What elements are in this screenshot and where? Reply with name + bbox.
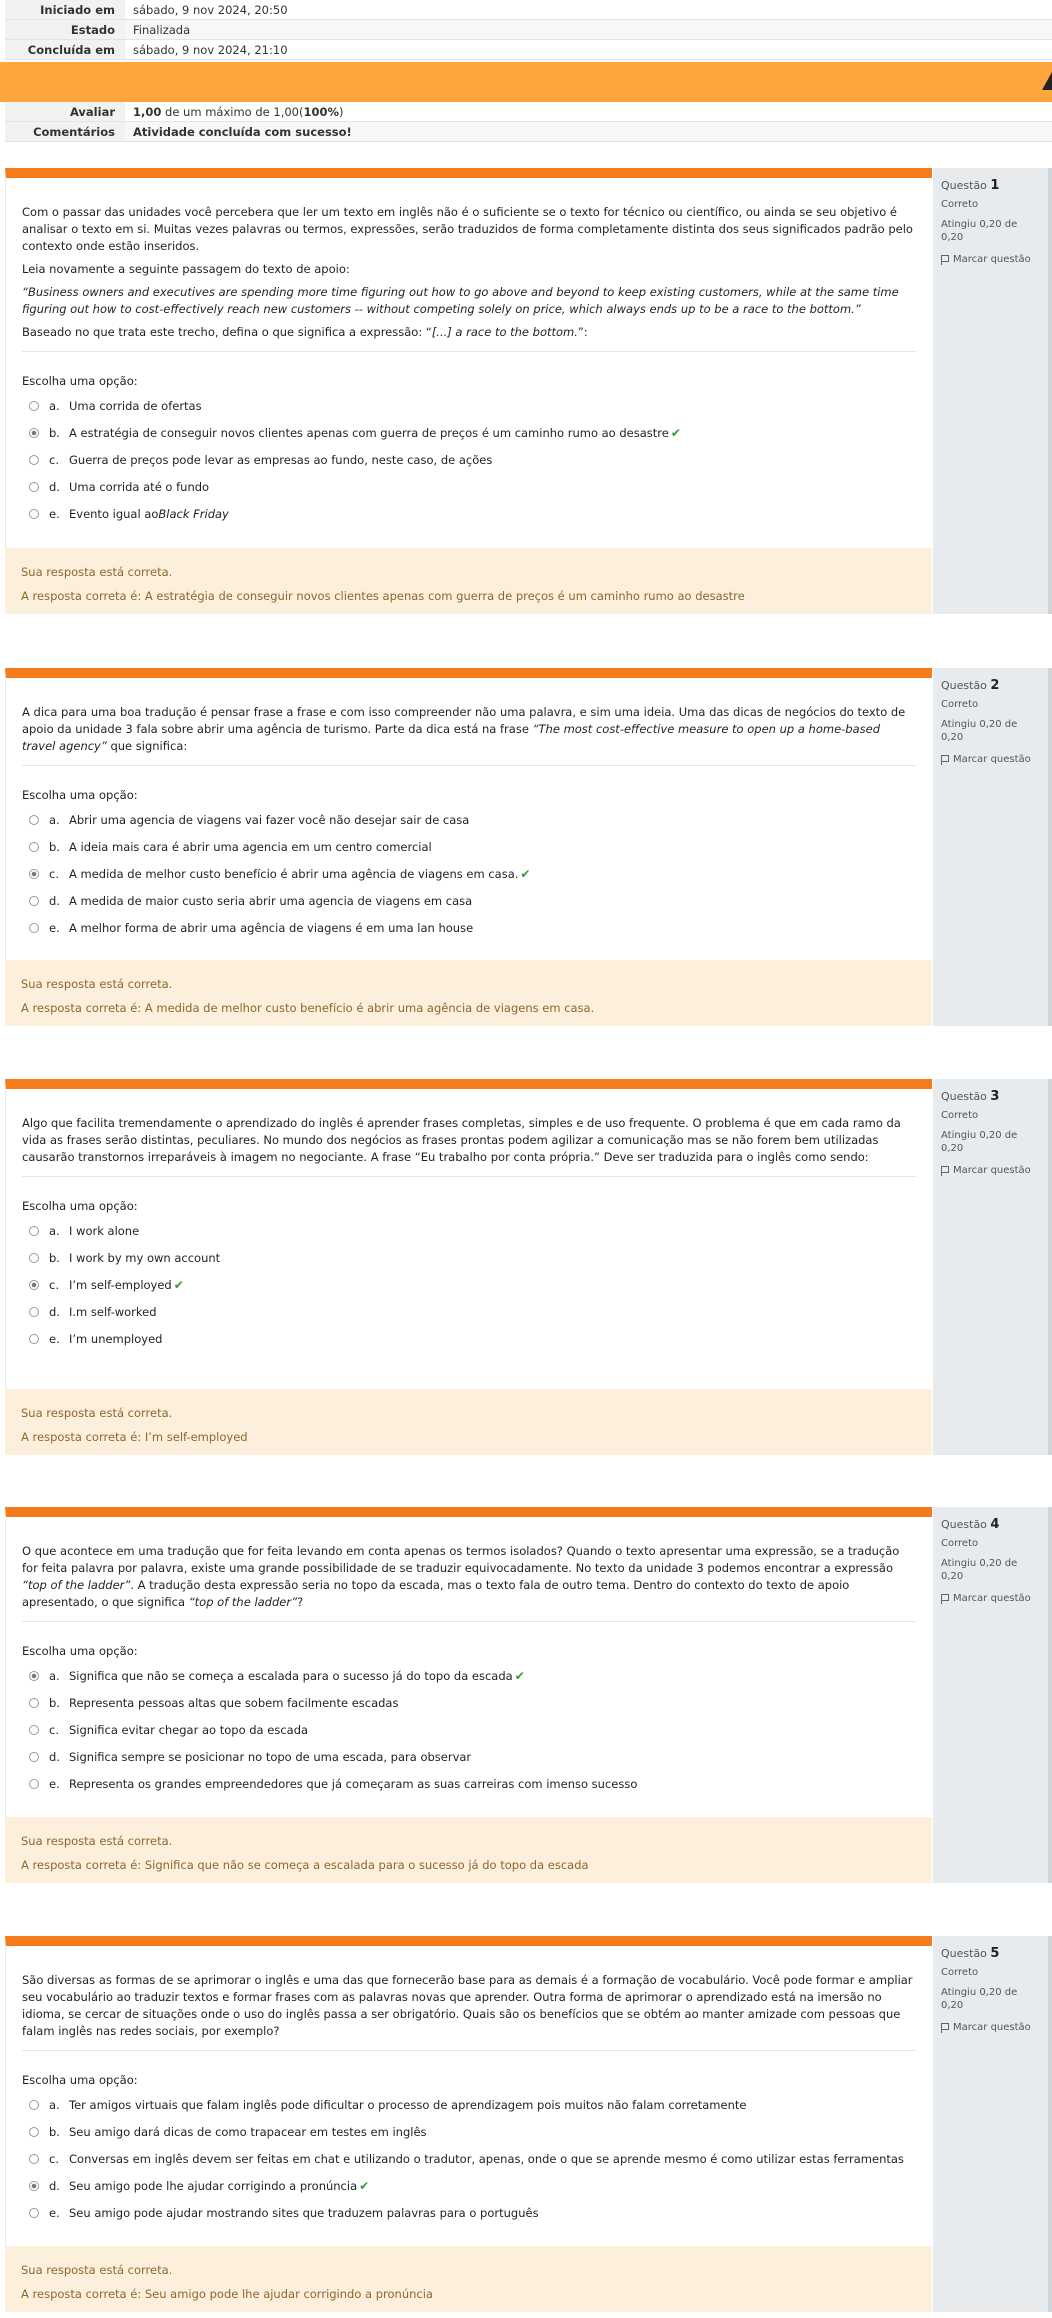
choose-option-label: Escolha uma opção: [22, 2073, 138, 2087]
option-text: A melhor forma de abrir uma agência de viagens é em uma lan house [69, 920, 474, 935]
option-text: Uma corrida até o fundo [69, 479, 210, 494]
flag-icon [941, 1166, 949, 1176]
option-letter: e. [49, 1331, 60, 1346]
option-letter: e. [49, 1776, 60, 1791]
answer-option[interactable] [6, 1271, 932, 1298]
options-list [6, 2091, 932, 2226]
attempt-grade [5, 102, 1052, 142]
option-text: I’m self-employed [69, 1277, 172, 1292]
option-letter: a. [49, 1668, 60, 1683]
question-content [5, 1079, 932, 1389]
radio-button[interactable] [29, 842, 39, 852]
grade-label: Avaliar [5, 102, 125, 121]
options-list [6, 1662, 932, 1797]
option-text: Significa evitar chegar ao topo da escada [69, 1722, 309, 1737]
option-text: Representa os grandes empreendedores que já começaram as suas carreiras com imenso sucesso [69, 1776, 638, 1791]
feedback: Sua resposta está correta. A resposta correta é: A estratégia de conseguir novos clientes apenas com guerra de preços é um caminho rumo ao desastre [5, 548, 932, 614]
radio-button[interactable] [29, 401, 39, 411]
question-info: Questão 5 Correto Atingiu 0,20 de 0,20 Marcar questão [933, 1936, 1052, 2312]
option-letter: b. [49, 1250, 60, 1265]
checkmark-icon: ✔ [514, 1668, 525, 1683]
summary-label: Estado [5, 20, 125, 39]
radio-button[interactable] [29, 482, 39, 492]
radio-button[interactable] [29, 1280, 39, 1290]
choose-option-label: Escolha uma opção: [22, 1644, 138, 1658]
summary-row-comments [5, 122, 1052, 142]
question-status: Correto [941, 1538, 979, 1549]
option-text: Representa pessoas altas que sobem facilmente escadas [69, 1695, 399, 1710]
answer-option[interactable] [6, 446, 932, 473]
answer-option[interactable] [6, 1743, 932, 1770]
option-letter: d. [49, 893, 60, 908]
summary-label: Concluída em [5, 40, 125, 59]
radio-button[interactable] [29, 1698, 39, 1708]
option-text: A ideia mais cara é abrir uma agencia em um centro comercial [69, 839, 432, 854]
radio-button[interactable] [29, 1253, 39, 1263]
summary-value: Finalizada [133, 22, 191, 37]
question-grade: Atingiu 0,20 de 0,20 [941, 219, 1018, 243]
flag-icon [941, 1594, 949, 1604]
options-list [6, 806, 932, 941]
radio-button[interactable] [29, 1307, 39, 1317]
summary-row-state [5, 20, 1052, 40]
answer-option[interactable] [6, 2091, 932, 2118]
question-grade: Atingiu 0,20 de 0,20 [941, 719, 1018, 743]
answer-option[interactable] [6, 1217, 932, 1244]
checkmark-icon: ✔ [670, 425, 681, 440]
checkmark-icon: ✔ [359, 2178, 370, 2193]
option-text: I work by my own account [69, 1250, 221, 1265]
checkmark-icon: ✔ [520, 866, 531, 881]
question-grade: Atingiu 0,20 de 0,20 [941, 1558, 1018, 1582]
option-letter: c. [49, 866, 59, 881]
answer-option[interactable] [6, 1662, 932, 1689]
option-text: A estratégia de conseguir novos clientes apenas com guerra de preços é um caminho rumo ao desastre [69, 425, 669, 440]
option-letter: d. [49, 1749, 60, 1764]
option-letter: c. [49, 1722, 59, 1737]
question-info: Questão 3 Correto Atingiu 0,20 de 0,20 Marcar questão [933, 1079, 1052, 1455]
options-list [6, 392, 932, 527]
option-text: Conversas em inglês devem ser feitas em chat e utilizando o tradutor, apenas, onde o que se aprende mesmo é como utilizar estas ferramentas [69, 2151, 904, 2166]
attempt-summary [5, 0, 1052, 60]
question-grade: Atingiu 0,20 de 0,20 [941, 1130, 1018, 1154]
question-status: Correto [941, 199, 979, 210]
answer-option[interactable] [6, 500, 932, 527]
option-text: Seu amigo dará dicas de como trapacear em testes em inglês [69, 2124, 427, 2139]
question-status: Correto [941, 1967, 979, 1978]
flag-icon [941, 755, 949, 765]
grade-value: 1,00 de um máximo de 1,00(100%) [133, 104, 344, 119]
answer-option[interactable] [6, 1716, 932, 1743]
feedback: Sua resposta está correta. A resposta correta é: Significa que não se começa a escalada para o sucesso já do topo da escada [5, 1817, 932, 1883]
comments-value: Atividade concluída com sucesso! [133, 124, 352, 139]
question-text: Algo que facilita tremendamente o aprendizado do inglês é aprender frases completas, simples e de uso frequente. O problema é que em cada ramo da vida as frases serão distintas, peculiares. No mundo dos negócios as frases prontas podem agilizar a comunicação mas se não forem bem utilizadas causarão transtornos irreparáveis à imagem no negociante. A frase “Eu trabalho por conta própria.” Deve ser traduzida para o inglês como sendo: [22, 1116, 901, 1164]
summary-value: sábado, 9 nov 2024, 21:10 [133, 42, 288, 57]
option-text: Seu amigo pode ajudar mostrando sites que traduzem palavras para o português [69, 2205, 539, 2220]
option-text: A medida de maior custo seria abrir uma agencia de viagens em casa [69, 893, 473, 908]
choose-option-label: Escolha uma opção: [22, 374, 138, 388]
answer-option[interactable] [6, 1770, 932, 1797]
answer-option[interactable] [6, 392, 932, 419]
summary-value: sábado, 9 nov 2024, 20:50 [133, 2, 288, 17]
flag-question-button[interactable]: Marcar questão [941, 2022, 1040, 2033]
flag-question-button[interactable]: Marcar questão [941, 254, 1040, 265]
radio-button[interactable] [29, 815, 39, 825]
option-text: I’m unemployed [69, 1331, 163, 1346]
summary-row-completed [5, 40, 1052, 60]
option-letter: d. [49, 1304, 60, 1319]
radio-button[interactable] [29, 509, 39, 519]
feedback: Sua resposta está correta. A resposta correta é: Seu amigo pode lhe ajudar corrigindo a pronúncia [5, 2246, 932, 2312]
checkmark-icon: ✔ [173, 1277, 184, 1292]
option-letter: e. [49, 920, 60, 935]
feedback: Sua resposta está correta. A resposta correta é: A medida de melhor custo benefício é abrir uma agência de viagens em casa. [5, 960, 932, 1026]
flag-icon [941, 255, 949, 265]
option-letter: c. [49, 452, 59, 467]
option-text: Evento igual ao [69, 506, 159, 521]
flag-icon [941, 2023, 949, 2033]
option-text: Seu amigo pode lhe ajudar corrigindo a pronúncia [69, 2178, 358, 2193]
option-letter: e. [49, 2205, 60, 2220]
answer-option[interactable] [6, 860, 932, 887]
option-text: Guerra de preços pode levar as empresas ao fundo, neste caso, de ações [69, 452, 493, 467]
answer-option[interactable] [6, 914, 932, 941]
option-text: Uma corrida de ofertas [69, 398, 202, 413]
summary-label: Iniciado em [5, 0, 125, 19]
radio-button[interactable] [29, 428, 39, 438]
answer-option[interactable] [6, 833, 932, 860]
answer-option[interactable] [6, 2172, 932, 2199]
option-text: Significa que não se começa a escalada para o sucesso já do topo da escada [69, 1668, 513, 1683]
radio-button[interactable] [29, 1671, 39, 1681]
radio-button[interactable] [29, 869, 39, 879]
option-letter: b. [49, 2124, 60, 2139]
feedback: Sua resposta está correta. A resposta correta é: I’m self-employed [5, 1389, 932, 1455]
answer-option[interactable] [6, 806, 932, 833]
option-text-italic: Black Friday [158, 506, 229, 521]
question-text: A dica para uma boa tradução é pensar frase a frase e com isso compreender não uma palavra, e sim uma ideia. Uma das dicas de negócios do texto de apoio da unidade 3 fala sobre abrir uma agência de turismo. Parte da dica está na frase “The most cost-effective measure to open up a home-based travel agency” que significa: [22, 705, 906, 753]
question-content [5, 668, 932, 960]
option-letter: a. [49, 812, 60, 827]
question-content [5, 168, 932, 548]
option-text: Abrir uma agencia de viagens vai fazer você não desejar sair de casa [69, 812, 470, 827]
question-status: Correto [941, 699, 979, 710]
option-letter: d. [49, 2178, 60, 2193]
option-letter: b. [49, 839, 60, 854]
option-text: A medida de melhor custo benefício é abrir uma agência de viagens em casa. [69, 866, 519, 881]
answer-option[interactable] [6, 2145, 932, 2172]
question-status: Correto [941, 1110, 979, 1121]
option-text: I work alone [69, 1223, 140, 1238]
banner-mark [1042, 72, 1052, 90]
answer-option[interactable] [6, 887, 932, 914]
option-text: Significa sempre se posicionar no topo de uma escada, para observar [69, 1749, 472, 1764]
choose-option-label: Escolha uma opção: [22, 1199, 138, 1213]
radio-button[interactable] [29, 2100, 39, 2110]
option-letter: a. [49, 1223, 60, 1238]
radio-button[interactable] [29, 455, 39, 465]
time-banner [0, 62, 1052, 102]
summary-row-started [5, 0, 1052, 20]
question-info: Questão 4 Correto Atingiu 0,20 de 0,20 Marcar questão [933, 1507, 1052, 1883]
radio-button[interactable] [29, 2181, 39, 2191]
question-grade: Atingiu 0,20 de 0,20 [941, 1987, 1018, 2011]
answer-option[interactable] [6, 1298, 932, 1325]
question-content [5, 1507, 932, 1817]
question-text: Com o passar das unidades você percebera que ler um texto em inglês não é o suficiente se o texto for técnico ou científico, ou ainda se seu objetivo é analisar o texto em si. Muitas vezes palavras ou termos, expressões, serão traduzidos de forma completamente distinta dos seus significados padrão pelo contexto onde estão inseridos. Leia novamente a seguinte passagem do texto de apoio: “Business owners and executives are spending more time figuring out how to go above and beyond to keep existing customers, while at the same time figuring out how to cost-effectively reach new customers -- without competing solely on price, which always ends up to be a race to the bottom.” Baseado no que trata este trecho, defina o que significa a expressão: “[...] a race to the bottom.”: [22, 205, 913, 339]
flag-question-button[interactable]: Marcar questão [941, 1593, 1040, 1604]
option-letter: b. [49, 1695, 60, 1710]
question-content [5, 1936, 932, 2246]
answer-option[interactable] [6, 1244, 932, 1271]
option-letter: b. [49, 425, 60, 440]
radio-button[interactable] [29, 1752, 39, 1762]
answer-option[interactable] [6, 473, 932, 500]
radio-button[interactable] [29, 923, 39, 933]
question-info: Questão 1 Correto Atingiu 0,20 de 0,20 Marcar questão [933, 168, 1052, 614]
comments-label: Comentários [5, 122, 125, 141]
answer-option[interactable] [6, 1689, 932, 1716]
question-info: Questão 2 Correto Atingiu 0,20 de 0,20 Marcar questão [933, 668, 1052, 1026]
question-text: O que acontece em uma tradução que for feita levando em conta apenas os termos isolados? Quando o texto apresentar uma expressão, se a tradução for feita palavra por palavra, existe uma grande possibilidade de se traduzir equivocadamente. No texto da unidade 3 podemos encontrar a expressão “top of the ladder”. A tradução desta expressão seria no topo da escada, mas o texto fala de outro tema. Dentro do contexto do texto de apoio apresentado, o que significa “top of the ladder”? [22, 1544, 900, 1609]
option-letter: d. [49, 479, 60, 494]
option-letter: a. [49, 2097, 60, 2112]
flag-question-button[interactable]: Marcar questão [941, 1165, 1040, 1176]
radio-button[interactable] [29, 2127, 39, 2137]
options-list [6, 1217, 932, 1352]
radio-button[interactable] [29, 2154, 39, 2164]
radio-button[interactable] [29, 1779, 39, 1789]
option-letter: c. [49, 1277, 59, 1292]
radio-button[interactable] [29, 2208, 39, 2218]
answer-option[interactable] [6, 1325, 932, 1352]
flag-question-button[interactable]: Marcar questão [941, 754, 1040, 765]
option-letter: a. [49, 398, 60, 413]
radio-button[interactable] [29, 1226, 39, 1236]
radio-button[interactable] [29, 1334, 39, 1344]
answer-option[interactable] [6, 2118, 932, 2145]
option-letter: e. [49, 506, 60, 521]
option-text: I.m self-worked [69, 1304, 157, 1319]
answer-option[interactable] [6, 2199, 932, 2226]
question-text: São diversas as formas de se aprimorar o inglês e uma das que fornecerão base para as demais é a formação de vocabulário. Você pode formar e ampliar seu vocabulário ao traduzir textos e formar frases com as palavras novas que aprender. Outra forma de aprimorar o aprendizado está na imersão no idioma, se cercar de situações onde o uso do inglês passa a ser obrigatório. Quais são os benefícios que se obtém ao manter amizade com pessoas que falam inglês nas redes sociais, por exemplo? [22, 1973, 913, 2038]
summary-row-grade [5, 102, 1052, 122]
option-text: Ter amigos virtuais que falam inglês pode dificultar o processo de aprendizagem pois muitos não falam corretamente [69, 2097, 747, 2112]
radio-button[interactable] [29, 896, 39, 906]
radio-button[interactable] [29, 1725, 39, 1735]
option-letter: c. [49, 2151, 59, 2166]
choose-option-label: Escolha uma opção: [22, 788, 138, 802]
answer-option[interactable] [6, 419, 932, 446]
